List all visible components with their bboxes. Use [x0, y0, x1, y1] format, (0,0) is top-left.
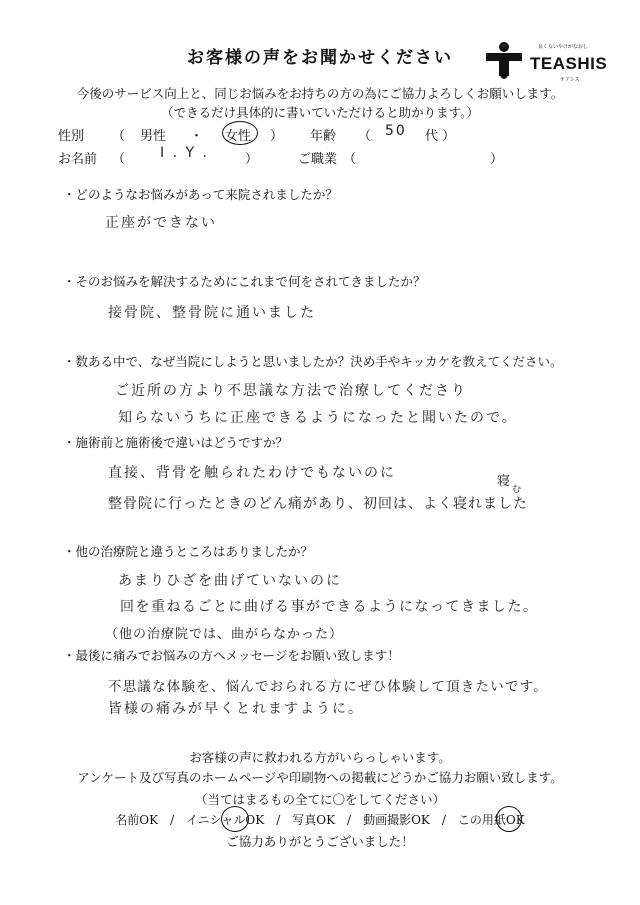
gender-close-paren: ）	[270, 129, 284, 144]
logo-tagline: 良くないやけがなおし	[538, 44, 589, 50]
gender-male[interactable]: 男性	[140, 129, 167, 144]
age-suffix: 代 ）	[425, 129, 456, 144]
teashis-logo	[482, 40, 608, 84]
gender-open-paren: （	[112, 129, 126, 144]
age-open-paren: （	[358, 129, 372, 144]
question-4: ・施術前と施術後で違いはどうですか？	[63, 435, 289, 450]
answer-1-line-1: 正座ができない	[105, 215, 217, 231]
footer-line-2: アンケート及び写真のホームページや印刷物への掲載にどうかご協力お願い致します。	[77, 770, 563, 785]
answer-5-line-3: （他の治療院では、曲がらなかった）	[105, 627, 344, 642]
job-open-paren: （	[343, 152, 357, 167]
job-label: ご職業	[298, 152, 338, 167]
answer-3-line-1: ご近所の方より不思議な方法で治療してくださり	[115, 383, 467, 399]
person-logo-icon	[482, 40, 526, 84]
question-2: ・そのお悩みを解決するためにこれまで何をされてきましたか？	[63, 274, 426, 289]
answer-3-line-2: 知らないうちに正座できるようになったと聞いたので。	[118, 410, 518, 426]
age-label: 年齢	[310, 129, 337, 144]
name-close-paren: ）	[245, 152, 259, 167]
name-label: お名前	[58, 152, 98, 167]
job-close-paren: ）	[490, 152, 504, 167]
footer-line-3: （当てはまるもの全てに〇をしてください）	[194, 792, 445, 807]
logo-text: TEASHIS	[530, 54, 608, 73]
correction-above: 寝	[497, 474, 513, 489]
answer-2-line-1: 接骨院、整骨院に通いました	[108, 305, 316, 321]
answer-4-line-2: 整骨院に行ったときのどん痛があり、初回は、よく寝れました	[108, 496, 528, 512]
age-value[interactable]: 50	[385, 123, 407, 139]
question-1: ・どのようなお悩みがあって来院されましたか？	[63, 187, 338, 202]
gender-dot: ・	[190, 129, 204, 144]
intro-line-1: 今後のサービス向上と、同じお悩みをお持ちの方の為にご協力よろしくお願いします。	[76, 86, 564, 101]
answer-5-line-2: 回を重ねるごとに曲げる事ができるようになってきました。	[120, 599, 539, 615]
name-open-paren: （	[112, 152, 126, 167]
logo-kana: テアシス	[560, 77, 580, 83]
answer-6-line-1: 不思議な体験を、悩んでおられる方にぜひ体験して頂きたいです。	[108, 679, 548, 695]
consent-form-circle	[496, 806, 522, 832]
gender-label: 性別	[58, 129, 85, 144]
question-6: ・最後に痛みでお悩みの方へメッセージをお願い致します！	[63, 648, 400, 663]
correction-small: む	[512, 485, 524, 495]
intro-line-2: （できるだけ具体的に書いていただけると助かります。）	[161, 105, 479, 120]
name-value[interactable]: I . Y .	[160, 145, 209, 161]
answer-4-line-1: 直接、背骨を触られたわけでもないのに	[108, 465, 396, 481]
page-title: お客様の声をお聞かせください	[187, 48, 453, 68]
answer-5-line-1: あまりひざを曲げていないのに	[118, 573, 342, 589]
gender-female[interactable]: 女性	[225, 129, 252, 144]
footer-line-1: お客様の声に救われる方がいらっしゃいます。	[189, 750, 451, 765]
answer-6-line-2: 皆様の痛みが早くとれますように。	[108, 701, 364, 717]
consent-options[interactable]: 名前OK / イニシャルOK / 写真OK / 動画撮影OK / この用紙OK	[115, 813, 525, 827]
consent-initial-circle	[221, 806, 249, 832]
question-3: ・数ある中で、なぜ当院にしようと思いましたか？決め手やキッカケを教えてください。	[63, 354, 563, 369]
footer-thanks: ご協力ありがとうございました！	[226, 834, 414, 849]
question-5: ・他の治療院と違うところはありましたか？	[63, 544, 314, 559]
gender-female-circle	[222, 121, 258, 145]
